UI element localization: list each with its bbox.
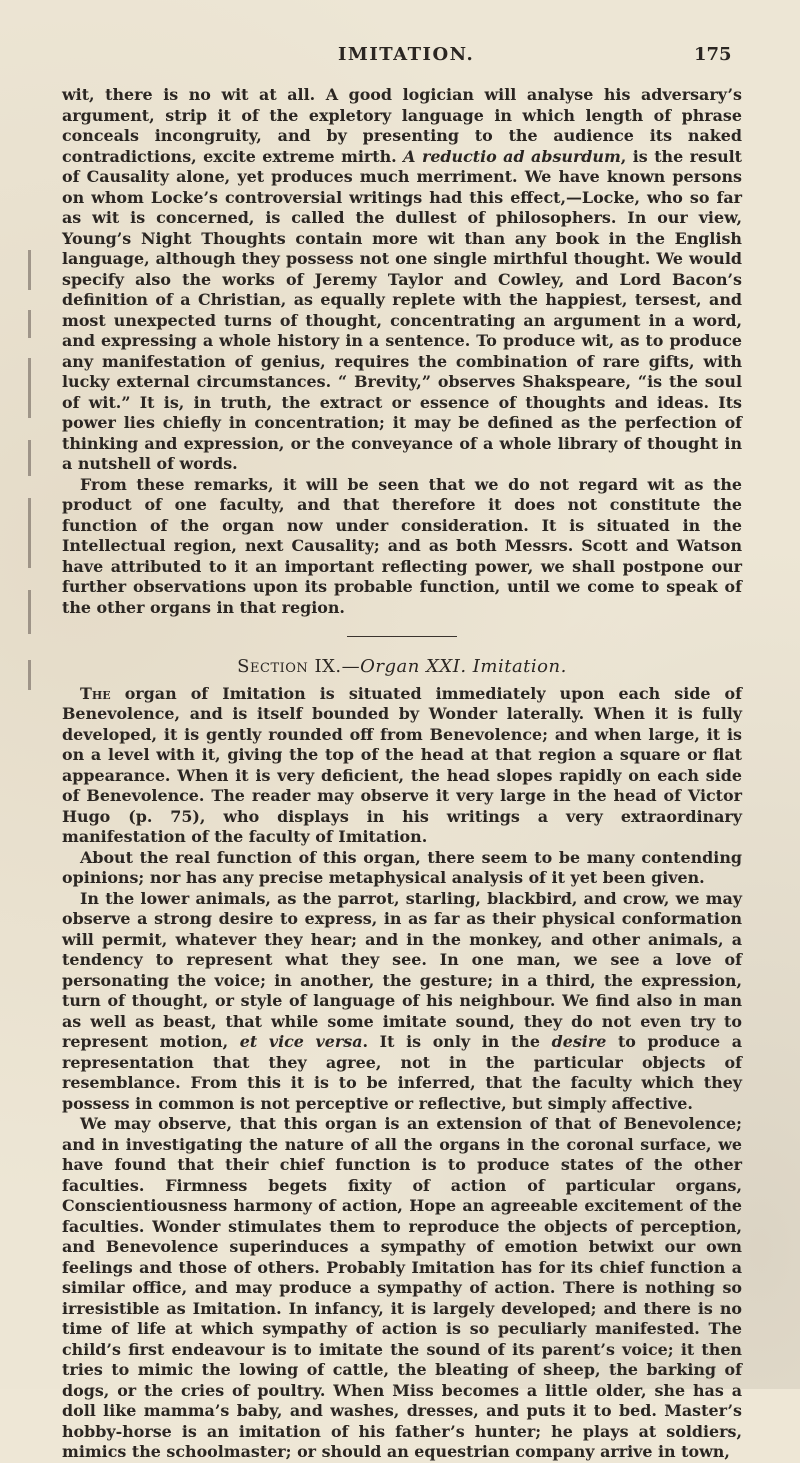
paragraph	[62, 1114, 742, 1463]
body-text	[62, 85, 742, 1463]
section-divider	[347, 636, 457, 637]
section-title: Organ XXI. Imitation.	[360, 656, 567, 677]
running-title: IMITATION.	[338, 44, 475, 65]
section-word: Section	[237, 656, 309, 677]
small-caps-text: The	[80, 683, 111, 703]
text-run: organ of Imitation is situated immediately upon each side of Benevolence, and is itself bounded by Wonder laterally. When it is fully developed, it is gently rounded off from Benevolence; and when large, it is on a level with it, giving the top of the head at that region a square or flat appearance. When it is very deficient, the head slopes rapidly on each side of Benevolence. The reader may observe it very large in the head of Victor Hugo (p. 75), who displays in his writings a very extraordinary manifestation of the faculty of Imitation.	[62, 683, 742, 846]
italic-text: et vice versa	[239, 1032, 363, 1051]
intro-paragraphs	[62, 85, 742, 618]
page-header	[0, 44, 800, 74]
italic-text: desire	[551, 1032, 607, 1051]
paragraph	[62, 848, 742, 889]
section-heading	[62, 657, 742, 678]
left-margin-stain	[0, 240, 40, 800]
text-run: In the lower animals, as the parrot, starling, blackbird, and crow, we may observe a strong desire to express, in as far as their physical conformation will permit, whatever they hear; and in the monkey, and other animals, a tendency to represent what they see. In one man, we see a love of personating the voice; in another, the gesture; in a third, the expression, turn of thought, or style of language of his neighbour. We find also in man as well as beast, that while some imitate sound, they do not even try to represent motion,	[62, 888, 742, 1051]
text-run: We may observe, that this organ is an extension of that of Benevolence; and in investigating the nature of all the organs in the coronal surface, we have found that their chief function is to produce states of the other faculties. Firmness begets fixity of action of particular organs, Conscientiousness harmony of action, Hope an agreeable excitement of the faculties. Wonder stimulates them to reproduce the objects of perception, and Benevolence superinduces a sympathy of emotion betwixt our own feelings and those of others. Probably Imitation has for its chief function a similar office, and may produce a sympathy of action. There is nothing so irresistible as Imitation. In infancy, it is largely developed; and there is no time of life at which sympathy of action is so peculiarly manifested. The child’s first endeavour is to imitate the sound of its parent’s voice; it then tries to mimic the lowing of cattle, the bleating of sheep, the barking of dogs, or the cries of poultry. When Miss becomes a little older, she has a doll like mamma’s baby, and washes, dresses, and puts it to bed. Master’s hobby-horse is an imitation of his father’s hunter; he plays at soldiers, mimics the schoolmaster; or should an equestrian company arrive in town,	[62, 1114, 742, 1461]
paragraph	[62, 684, 742, 848]
text-run: . It is only in the	[362, 1032, 552, 1051]
text-run: From these remarks, it will be seen that we do not regard wit as the product of one faculty, and that therefore it does not constitute the function of the organ now under consideration. It is situated in the Intellectual region, next Causality; and as both Messrs. Scott and Watson have attributed to it an important reflecting power, we shall postpone our further observations upon its probable function, until we come to speak of the other organs in that region.	[62, 474, 742, 617]
text-run: wit, there is no wit at all. A good logician will analyse his adversary’s argument, strip it of the expletory language in which length of phrase conceals incongruity, and by presenting to the audience its naked contradictions, excite extreme mirth.	[62, 85, 742, 166]
text-run: to produce a representation that they agree, not in the particular objects of resemblance. From this it is to be inferred, that the faculty which they possess in common is not perceptive or reflective, but simply affective.	[62, 1032, 742, 1113]
section-number: IX.—	[308, 656, 361, 677]
paragraph	[62, 475, 742, 619]
page-number: 175	[694, 44, 732, 65]
text-run: , is the result of Causality alone, yet produces much merriment. We have known persons on whom Locke’s controversial writings had this effect,—Locke, who so far as wit is concerned, is called the dullest of philosophers. In our view, Young’s Night Thoughts contain more wit than any book in the English language, although they possess not one single mirthful thought. We would specify also the works of Jeremy Taylor and Cowley, and Lord Bacon’s definition of a Christian, as equally replete with the happiest, tersest, and most unexpected turns of thought, concentrating an argument in a word, and expressing a whole history in a sentence. To produce wit, as to produce any manifestation of genius, requires the combination of rare gifts, with lucky external circumstances. “ Brevity,” observes Shakspeare, “is the soul of wit.” It is, in truth, the extract or essence of thoughts and ideas. Its power lies chiefly in concentration; it may be defined as the perfection of thinking and expression, or the conveyance of a whole library of thought in a nutshell of words.	[62, 146, 742, 473]
text-run: About the real function of this organ, there seem to be many contending opinions; nor has any precise metaphysical analysis of it yet been given.	[62, 847, 742, 887]
section-paragraphs	[62, 684, 742, 1463]
paragraph	[62, 889, 742, 1115]
paragraph	[62, 85, 742, 475]
italic-text: A reductio ad absurdum	[403, 146, 621, 166]
